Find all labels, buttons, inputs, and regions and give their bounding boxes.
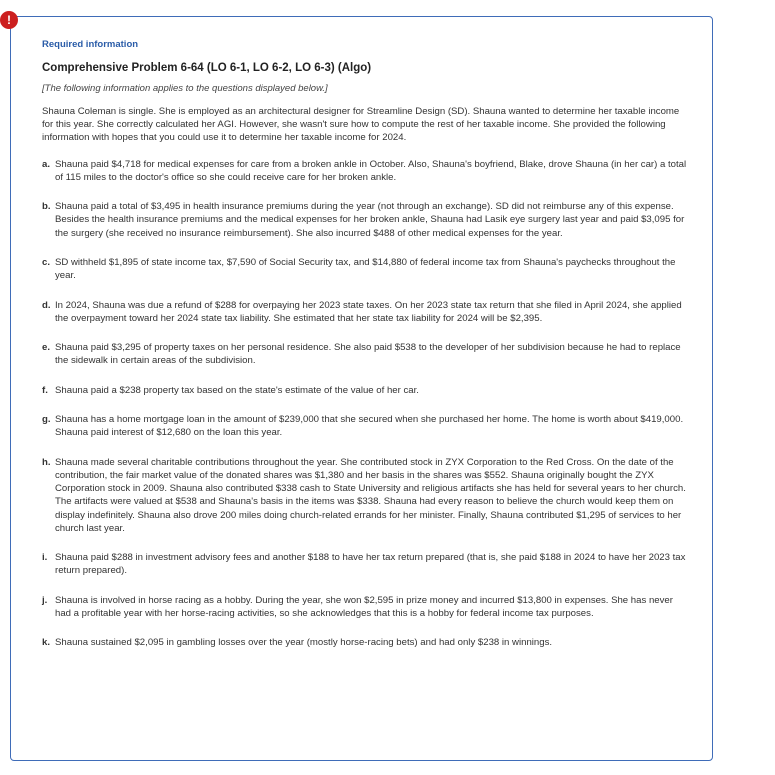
item-letter: c. [42, 257, 51, 268]
item-text: Shauna paid $288 in investment advisory fees and another $188 to have her tax return prepared (that is, she paid $188 in 2024 to have her 2023 tax return prepared). [55, 552, 686, 577]
item-text: SD withheld $1,895 of state income tax, $7,590 of Social Security tax, and $14,880 of federal income tax from Shauna's paychecks throughout the year. [55, 257, 676, 282]
item-letter: d. [42, 299, 51, 311]
item-letter: h. [42, 456, 51, 468]
list-item [42, 636, 687, 649]
item-text: Shauna made several charitable contributions throughout the year. She contributed stock in ZYX Corporation to the Red Cross. On the date of the contribution, the fair market value of the donated shares was $1,380 and her basis in the shares was $552. Shauna originally bought the ZYX Corporation stock in 2009. Shauna also contributed $338 cash to State University and religious artifacts she has held for several years to her church. The artifacts were valued at $538 and Shauna's basis in the items was $338. Shauna had every reason to believe the church would keep them on display indefinitely. Shauna also drove 200 miles doing church-related errands for her minister. Finally, Shauna contributed $1,295 of services to her church last year. [55, 456, 686, 534]
item-letter: e. [42, 342, 51, 354]
item-letter: i. [42, 552, 48, 564]
item-text: Shauna is involved in horse racing as a hobby. During the year, she won $2,595 in prize money and incurred $13,800 in expenses. She has never had a profitable year with her horse-racing activities, so she acknowledges that this is a hobby for federal income tax purposes. [55, 594, 673, 619]
list-item [42, 341, 687, 367]
item-text: Shauna sustained $2,095 in gambling losses over the year (mostly horse-racing bets) and had only $238 in winnings. [55, 637, 553, 649]
item-letter: k. [42, 637, 51, 649]
item-text: In 2024, Shauna was due a refund of $288 for overpaying her 2023 state taxes. On her 2023 state tax return that she filed in April 2024, she applied the overpayment toward her 2024 state tax liability. She estimated that her state tax liability for 2024 will be $2,395. [55, 299, 682, 324]
list-item [42, 384, 687, 397]
item-letter: a. [42, 158, 51, 170]
item-letter: j. [42, 594, 48, 606]
item-letter: b. [42, 201, 51, 213]
facts-list [42, 158, 687, 650]
list-item [42, 158, 687, 184]
item-text: Shauna paid a $238 property tax based on the state's estimate of the value of her car. [55, 384, 419, 396]
intro-paragraph: Shauna Coleman is single. She is employed as an architectural designer for Streamline Design (SD). Shauna wanted to determine her taxable income for this year. She correctly calculated her AGI. However, she wasn't sure how to compute the rest of her taxable income. She provided the following information with hopes that you could use it to determine her taxable income for 2024. [42, 106, 680, 144]
problem-title: Comprehensive Problem 6-64 (LO 6-1, LO 6-2, LO 6-3) (Algo) [42, 62, 372, 74]
item-text: Shauna paid $4,718 for medical expenses for care from a broken ankle in October. Also, Shauna's boyfriend, Blake, drove Shauna (in her car) a total of 115 miles to the doctor's office so she could receive care for her broken ankle. [55, 158, 687, 183]
item-letter: g. [42, 414, 51, 426]
list-item [42, 456, 687, 535]
item-text: Shauna has a home mortgage loan in the amount of $239,000 that she secured when she purchased her home. The home is worth about $419,000. Shauna paid interest of $12,680 on the loan this year. [55, 414, 684, 439]
instructions-note: [The following information applies to the questions displayed below.] [42, 83, 328, 94]
list-item [42, 594, 687, 620]
alert-icon: ! [0, 11, 18, 29]
list-item [42, 299, 687, 325]
required-information-label: Required information [42, 39, 139, 50]
item-text: Shauna paid $3,295 of property taxes on her personal residence. She also paid $538 to the developer of her subdivision because he had to replace the sidewalk in certain areas of the subdivision. [55, 342, 681, 367]
list-item [42, 413, 687, 439]
list-item [42, 200, 687, 240]
card-content [42, 39, 687, 666]
item-letter: f. [42, 384, 48, 396]
list-item [42, 256, 687, 282]
item-text: Shauna paid a total of $3,495 in health insurance premiums during the year (not through an exchange). SD did not reimburse any of this expense. Besides the health insurance premiums and the medical expenses for her broken ankle, Shauna had Lasik eye surgery last year and paid $3,095 for the surgery (she received no insurance reimbursement). She also incurred $488 of other medical expenses for the year. [55, 201, 685, 239]
required-information-card [10, 16, 713, 761]
list-item [42, 551, 687, 577]
